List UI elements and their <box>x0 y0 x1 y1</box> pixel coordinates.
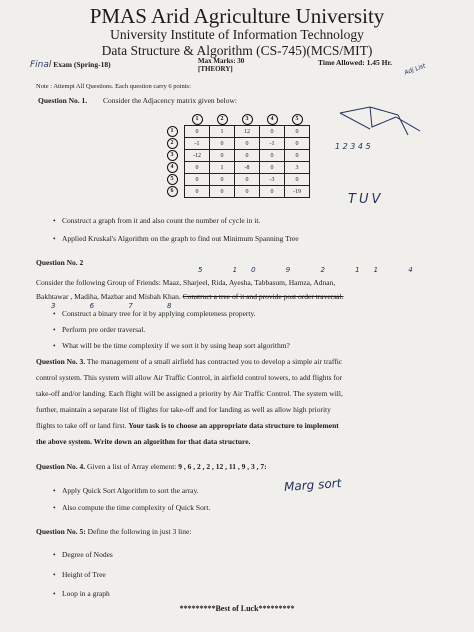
question-1-label: Question No. 1. <box>38 96 88 105</box>
matrix-cell: -1 <box>260 138 285 150</box>
time-allowed: Time Allowed: 1.45 Hr. <box>318 58 392 67</box>
question-4: Question No. 4. Given a list of Array element: 9 , 6 , 2 , 2 , 12 , 11 , 9 , 3 , 7: <box>36 462 267 471</box>
matrix-cell: 0 <box>210 186 235 198</box>
question-5-item-2: • Height of Tree <box>62 570 106 579</box>
handwritten-note-corner: Adj List <box>403 62 427 77</box>
matrix-cell: -8 <box>235 162 260 174</box>
matrix-cell: 0 <box>235 186 260 198</box>
matrix-cell: 0 <box>210 150 235 162</box>
handwritten-numbers-q2: 5 10 9 2 11 4 <box>198 266 427 274</box>
matrix-row-header: 4 <box>160 162 185 174</box>
question-1-text: Consider the Adjacency matrix given below: <box>103 96 237 105</box>
matrix-cell: 1 <box>210 162 235 174</box>
question-3-line-2: control system. This system will allow Air Traffic Control, in airfield control towers, to add flights for <box>36 373 343 382</box>
matrix-cell: 3 <box>285 162 310 174</box>
matrix-cell: -12 <box>185 150 210 162</box>
matrix-row <box>160 150 310 162</box>
matrix-cell: 0 <box>185 186 210 198</box>
matrix-row-header: 6 <box>160 186 185 198</box>
course-title: Data Structure & Algorithm (CS-745)(MCS/MIT) <box>101 43 373 58</box>
max-marks: Max Marks: 30 [THEORY] <box>198 57 245 73</box>
matrix-row <box>160 162 310 174</box>
matrix-row <box>160 138 310 150</box>
matrix-cell: 12 <box>235 126 260 138</box>
handwritten-tuv: TUV <box>348 192 384 207</box>
matrix-cell: -19 <box>285 186 310 198</box>
question-3: Question No. 3. The management of a small airfield has contracted you to develop a simple air traffic <box>36 357 343 366</box>
matrix-cell: 0 <box>185 126 210 138</box>
matrix-cell: 0 <box>260 162 285 174</box>
matrix-corner <box>160 114 185 126</box>
matrix-row <box>160 126 310 138</box>
matrix-cell: 0 <box>235 174 260 186</box>
matrix-cell: 0 <box>210 174 235 186</box>
question-3-line-4: further, maintain a separate list of flights for take-off and for landing as well as allow high priority <box>36 405 331 414</box>
question-2-label: Question No. 2 <box>36 258 84 267</box>
question-2-line-1: Consider the following Group of Friends: Maaz, Sharjeel, Rida, Ayesha, Tabbasum, Hamza, Adnan, <box>36 278 336 287</box>
matrix-cell: 0 <box>235 150 260 162</box>
question-1-task-2: • Applied Kruskal's Algorithm on the graph to find out Minimum Spanning Tree <box>62 234 299 243</box>
note: Note : Attempt All Questions. Each question carry 6 points: <box>36 83 191 90</box>
matrix-column-header: 1 <box>185 114 210 126</box>
matrix-cell: 0 <box>285 174 310 186</box>
institute-name: University Institute of Information Technology <box>110 27 364 42</box>
matrix-column-header: 3 <box>235 114 260 126</box>
matrix-column-header: 2 <box>210 114 235 126</box>
matrix-cell: 0 <box>185 162 210 174</box>
question-3-line-3: take-off and/or landing. Each flight will be assigned a priority by Air Traffic Control. The system will, <box>36 389 343 398</box>
matrix-row <box>160 174 310 186</box>
matrix-cell: -3 <box>260 174 285 186</box>
question-5-item-1: • Degree of Nodes <box>62 550 113 559</box>
question-3-line-6: the above system. Write down an algorithm for that data structure. <box>36 437 251 446</box>
handwritten-numbers-q2b: 3 6 7 8 <box>51 302 188 310</box>
matrix-row-header: 3 <box>160 150 185 162</box>
matrix-cell: 0 <box>210 138 235 150</box>
matrix-cell: 0 <box>185 174 210 186</box>
handwritten-graph-sketch <box>330 95 440 155</box>
struck-text: Construct a tree of it and provide post order traversal. <box>182 292 344 301</box>
matrix-cell: 0 <box>260 150 285 162</box>
handwritten-exam-type: Final <box>30 60 52 70</box>
matrix-column-header: 4 <box>260 114 285 126</box>
matrix-row-header: 2 <box>160 138 185 150</box>
university-title: PMAS Arid Agriculture University <box>89 4 385 28</box>
exam-name: Exam (Spring-18) <box>53 60 111 69</box>
question-1 <box>38 96 237 105</box>
question-1-task-1: • Construct a graph from it and also count the number of cycle in it. <box>62 216 260 225</box>
matrix-cell: 0 <box>285 150 310 162</box>
matrix-cell: 0 <box>285 126 310 138</box>
matrix-cell: -1 <box>185 138 210 150</box>
question-2-line-2: Bakhtawar , Madiha, Mazbar and Misbah Khan. Construct a tree of it and provide post order traversal. <box>36 292 344 301</box>
matrix-cell: 0 <box>260 126 285 138</box>
question-3-line-5: flights to take off or land first. Your task is to choose an appropriate data structure to implement <box>36 421 339 430</box>
matrix-row-header: 5 <box>160 174 185 186</box>
matrix-column-header: 5 <box>285 114 310 126</box>
exam-label <box>30 60 111 70</box>
matrix-cell: 0 <box>235 138 260 150</box>
handwritten-merge-sort: Marg sort <box>283 476 342 494</box>
question-2-task-2: • Perform pre order traversal. <box>62 325 145 334</box>
matrix-row-header: 1 <box>160 126 185 138</box>
question-2-task-3: • What will be the time complexity if we sort it by using heap sort algorithm? <box>62 341 290 350</box>
question-4-task-1: • Apply Quick Sort Algorithm to sort the array. <box>62 486 199 495</box>
handwritten-graph-labels: 1 2 3 4 5 <box>335 142 371 151</box>
question-2-task-1: • Construct a binary tree for it by applying completeness property. <box>62 309 256 318</box>
best-of-luck: *********Best of Luck********* <box>179 604 295 613</box>
theory-label: [THEORY] <box>198 65 233 73</box>
question-5-item-3: • Loop in a graph <box>62 589 110 598</box>
question-5: Question No. 5: Define the following in just 3 line: <box>36 527 192 536</box>
matrix-cell: 0 <box>285 138 310 150</box>
question-4-task-2: • Also compute the time complexity of Quick Sort. <box>62 503 210 512</box>
array-elements: 9 , 6 , 2 , 2 , 12 , 11 , 9 , 3 , 7: <box>178 462 267 471</box>
adjacency-matrix <box>160 114 310 198</box>
matrix-row <box>160 186 310 198</box>
matrix-cell: 0 <box>260 186 285 198</box>
matrix-cell: 1 <box>210 126 235 138</box>
